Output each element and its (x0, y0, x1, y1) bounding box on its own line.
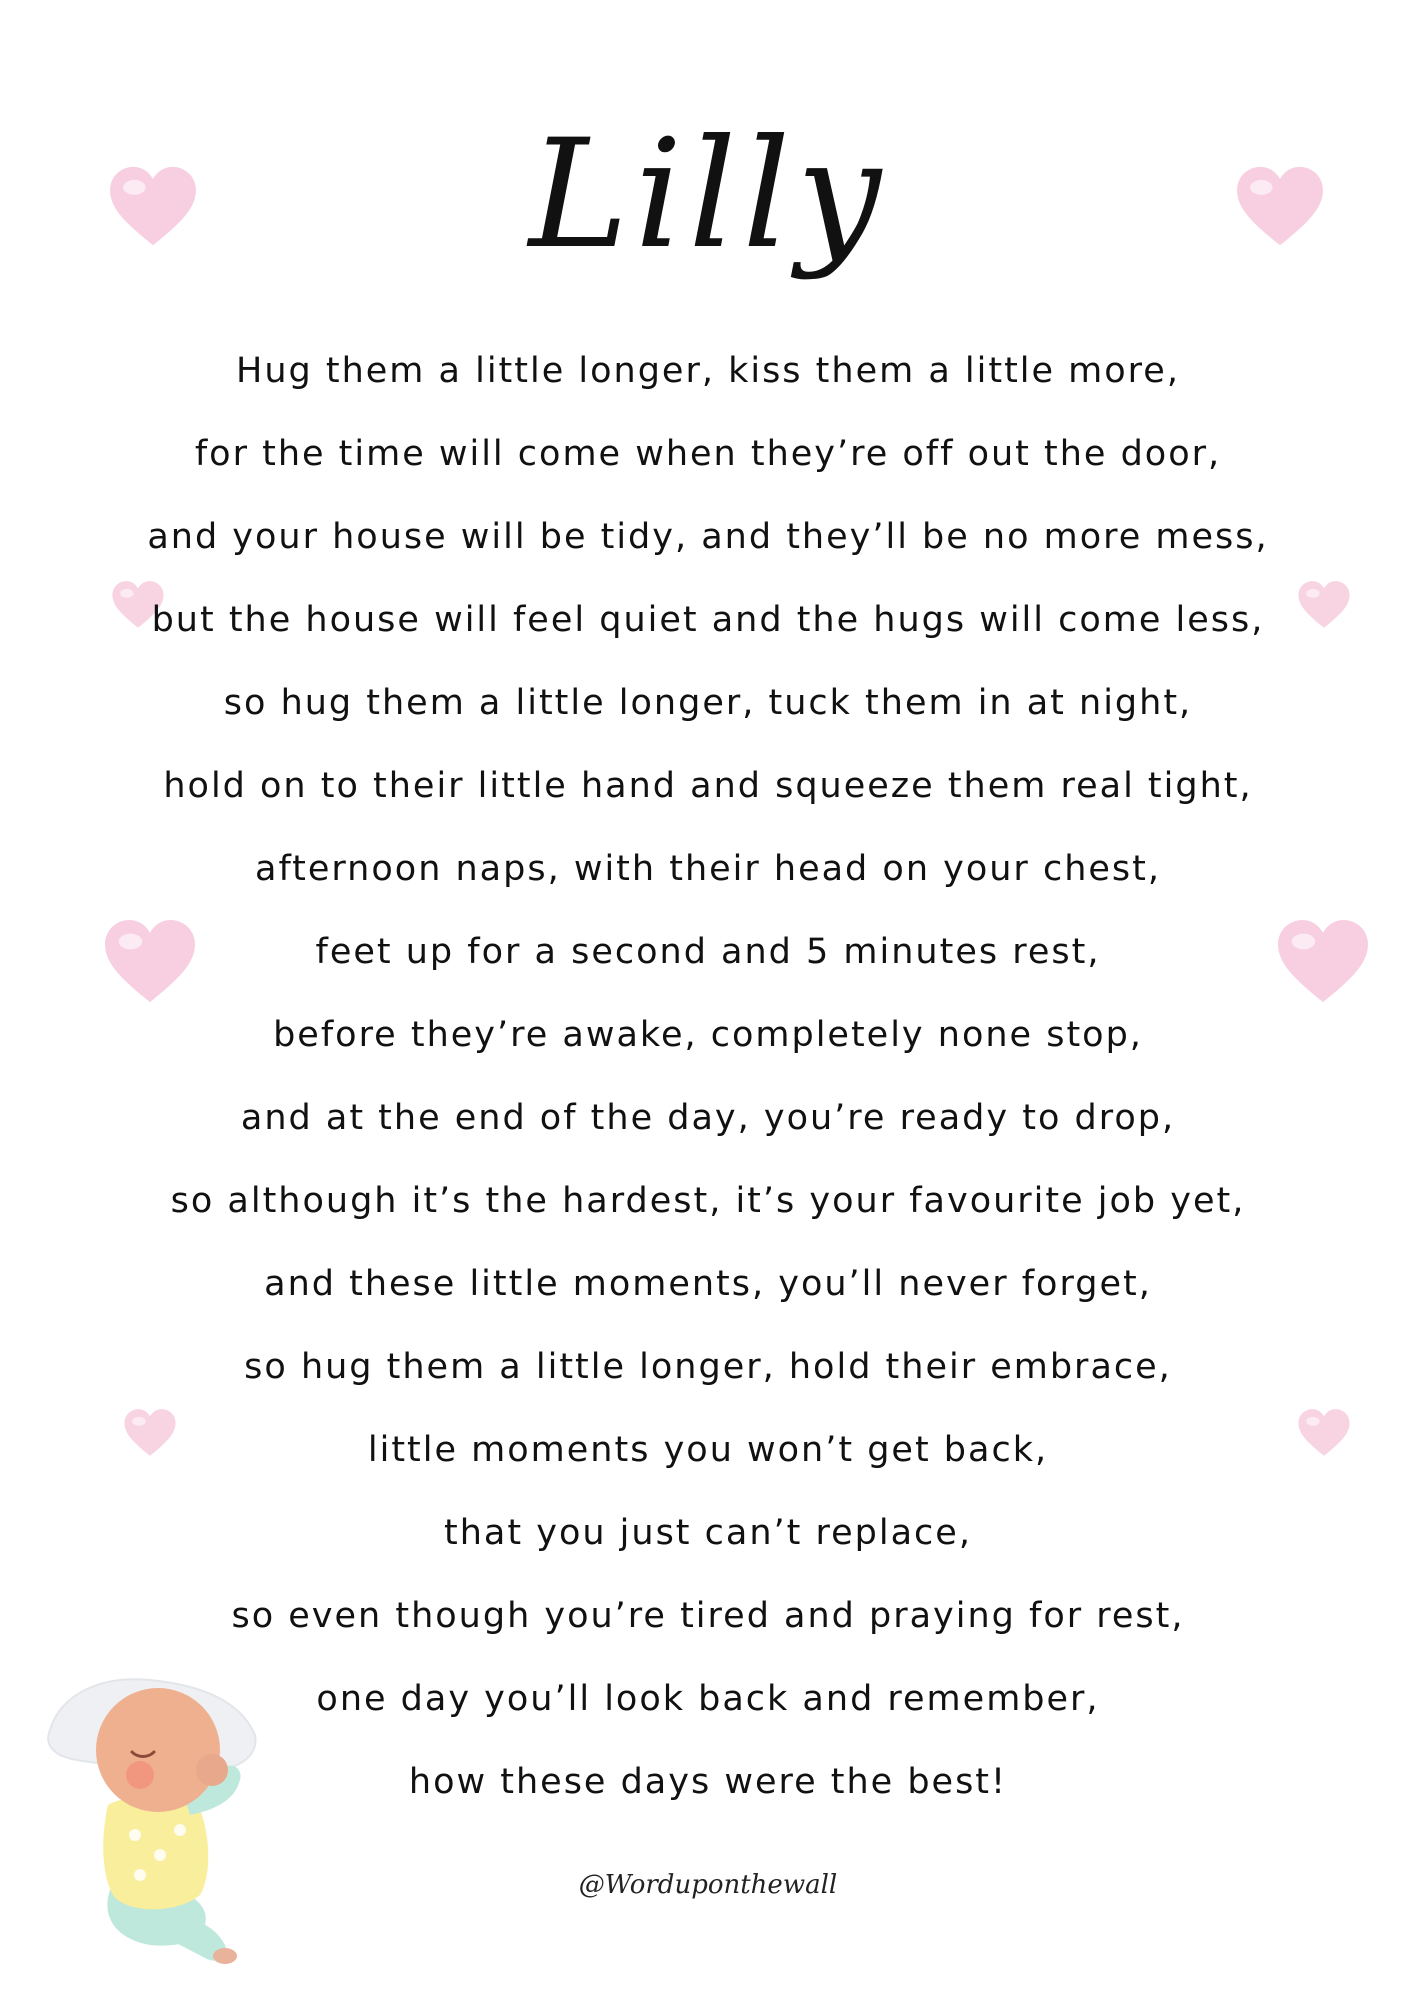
poem-line: hold on to their little hand and squeeze them real tight, (163, 766, 1253, 806)
poem-line: that you just can’t replace, (444, 1513, 972, 1553)
poem-line: but the house will feel quiet and the hugs will come less, (151, 600, 1265, 640)
poem-line: so hug them a little longer, hold their embrace, (244, 1347, 1172, 1387)
credit-handle: @Worduponthewall (578, 1870, 838, 1900)
poem-line: one day you’ll look back and remember, (316, 1679, 1100, 1719)
poem (0, 330, 1416, 1824)
poem-line: and your house will be tidy, and they’ll be no more mess, (147, 517, 1269, 557)
page-title: Lilly (528, 108, 888, 282)
poem-line: and at the end of the day, you’re ready to drop, (240, 1098, 1176, 1138)
poem-line: so even though you’re tired and praying for rest, (231, 1596, 1185, 1636)
poem-line: afternoon naps, with their head on your chest, (255, 849, 1161, 889)
poem-line: how these days were the best! (408, 1762, 1008, 1802)
poem-line: feet up for a second and 5 minutes rest, (315, 932, 1101, 972)
poem-line: for the time will come when they’re off out the door, (194, 434, 1222, 474)
sleeping-baby-illustration (40, 1640, 270, 1970)
poem-line: so although it’s the hardest, it’s your favourite job yet, (170, 1181, 1246, 1221)
poem-line: little moments you won’t get back, (367, 1430, 1049, 1470)
poem-line: so hug them a little longer, tuck them in at night, (223, 683, 1193, 723)
poem-line: Hug them a little longer, kiss them a little more, (236, 351, 1180, 391)
poem-line: and these little moments, you’ll never forget, (264, 1264, 1152, 1304)
poem-line: before they’re awake, completely none stop, (273, 1015, 1143, 1055)
